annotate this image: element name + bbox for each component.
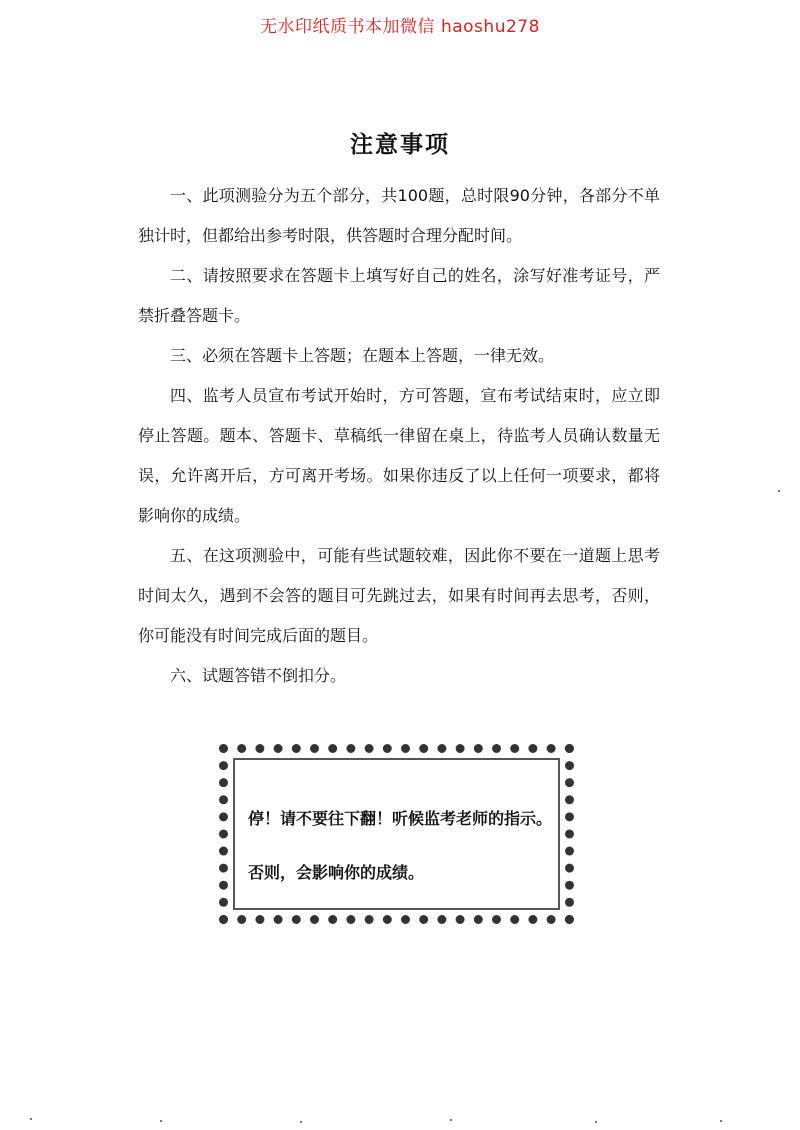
instruction-item-2: 二、请按照要求在答题卡上填写好自己的姓名，涂写好准考证号，严禁折叠答题卡。 — [138, 266, 660, 325]
scan-speck — [595, 1121, 597, 1123]
scan-speck — [450, 1119, 452, 1121]
instruction-item-1: 一、此项测验分为五个部分，共100题，总时限90分钟，各部分不单独计时，但都给出参考时限，供答题时合理分配时间。 — [138, 186, 660, 245]
instruction-item-3: 三、必须在答题卡上答题；在题本上答题，一律无效。 — [170, 346, 555, 365]
instructions-body — [138, 176, 660, 696]
scan-speck — [160, 1120, 162, 1122]
stop-notice — [248, 806, 568, 886]
instruction-item-4: 四、监考人员宣布考试开始时，方可答题，宣布考试结束时，应立即停止答题。题本、答题卡、草稿纸一律留在桌上，待监考人员确认数量无误，允许离开后，方可离开考场。如果你违反了以上任何一项要求，都将影响你的成绩。 — [138, 386, 660, 525]
instruction-item-6: 六、试题答错不倒扣分。 — [170, 666, 347, 685]
scan-speck — [300, 1121, 302, 1123]
watermark-text: 无水印纸质书本加微信 haoshu278 — [260, 17, 540, 37]
scan-speck — [778, 490, 780, 492]
page-title: 注意事项 — [350, 132, 450, 158]
scan-speck — [720, 1120, 722, 1122]
instruction-item-5: 五、在这项测验中，可能有些试题较难，因此你不要在一道题上思考时间太久，遇到不会答的题目可先跳过去，如果有时间再去思考，否则，你可能没有时间完成后面的题目。 — [138, 546, 660, 645]
stop-notice-line-1: 停！请不要往下翻！听候监考老师的指示。 — [248, 809, 553, 828]
scan-speck — [30, 1118, 32, 1120]
stop-notice-line-2: 否则，会影响你的成绩。 — [248, 863, 425, 882]
